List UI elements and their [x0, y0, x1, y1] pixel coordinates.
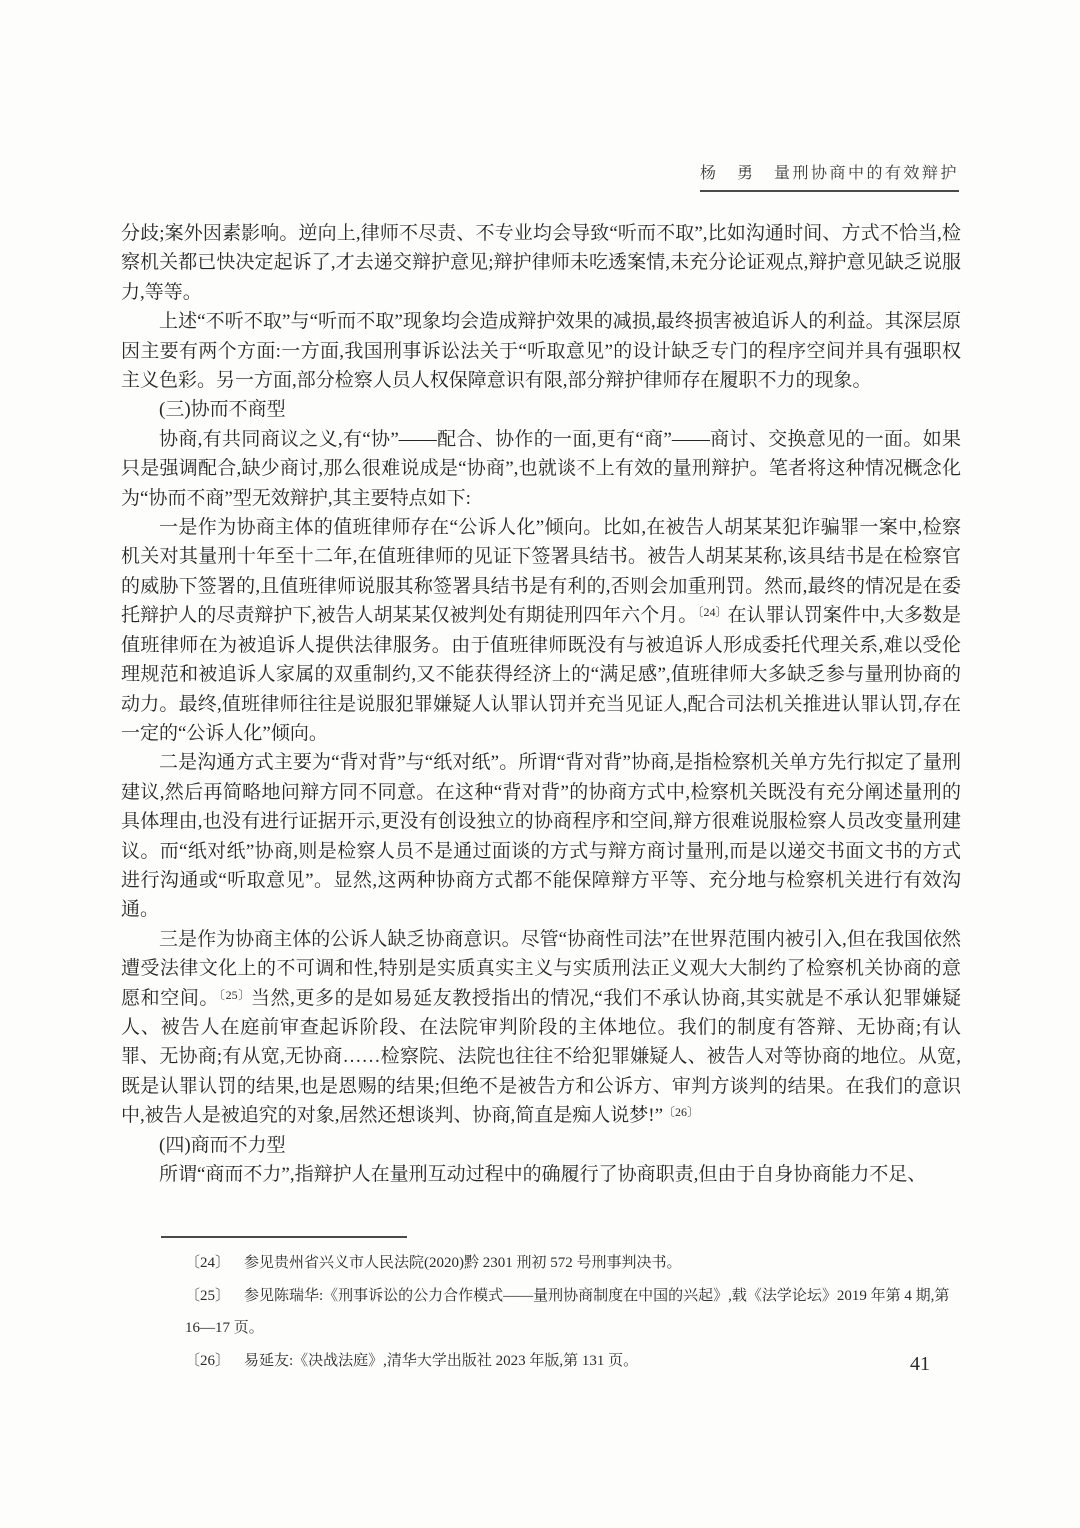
paragraph-text: 三是作为协商主体的公诉人缺乏协商意识。尽管“协商性司法”在世界范围内被引入,但在我国依然遭受法律文化上的不可调和性,特别是实质真实主义与实质刑法正义观大大制约了检察机关协商的意愿和空间。 [121, 928, 961, 1009]
footnote-marker: 〔26〕 [185, 1352, 231, 1369]
paragraph [121, 925, 961, 1131]
footnote-25 [121, 1280, 961, 1345]
footnote-text: 参见陈瑞华:《刑事诉讼的公力合作模式——量刑协商制度在中国的兴起》,载《法学论坛》2019 年第 4 期,第 16—17 页。 [185, 1287, 950, 1337]
footnote-ref-26: 〔26〕 [663, 1105, 700, 1120]
footnote-text: 参见贵州省兴义市人民法院(2020)黔 2301 刑初 572 号刑事判决书。 [244, 1255, 682, 1271]
footnote-marker: 〔25〕 [185, 1287, 231, 1304]
paragraph: 上述“不听不取”与“听而不取”现象均会造成辩护效果的减损,最终损害被追诉人的利益。其深层原因主要有两个方面:一方面,我国刑事诉讼法关于“听取意见”的设计缺乏专门的程序空间并具有强职权主义色彩。另一方面,部分检察人员人权保障意识有限,部分辩护律师存在履职不力的现象。 [121, 311, 961, 392]
paragraph-text: 当然,更多的是如易延友教授指出的情况,“我们不承认协商,其实就是不承认犯罪嫌疑人、被告人在庭前审查起诉阶段、在法院审判阶段的主体地位。我们的制度有答辩、无协商;有认罪、无协商;有从宽,无协商……检察院、法院也往往不给犯罪嫌疑人、被告人对等协商的地位。从宽,既是认罪认罚的结果,也是恩赐的结果;但绝不是被告方和公诉方、审判方谈判的结果。在我们的意识中,被告人是被追究的对象,居然还想谈判、协商,简直是痴人说梦!” [121, 987, 961, 1127]
footnote-text: 易延友:《决战法庭》,清华大学出版社 2023 年版,第 131 页。 [244, 1352, 639, 1369]
running-head-rule [700, 190, 959, 192]
footnote-separator-rule [161, 1236, 407, 1238]
footnote-ref-25: 〔25〕 [219, 987, 251, 1002]
footnote-marker: 〔24〕 [185, 1255, 231, 1271]
running-head [700, 160, 959, 192]
paragraph [121, 513, 961, 748]
running-head-title: 杨 勇 量刑协商中的有效辩护 [699, 165, 959, 182]
paragraph: 协商,有共同商议之义,有“协”——配合、协作的一面,更有“商”——商讨、交换意见的一面。如果只是强调配合,缺少商讨,那么很难说成是“协商”,也就谈不上有效的量刑辩护。笔者将这种情况概念化为“协而不商”型无效辩护,其主要特点如下: [121, 428, 961, 509]
footnote-24 [121, 1247, 961, 1280]
paragraph-continuation: 分歧;案外因素影响。逆向上,律师不尽责、不专业均会导致“听而不取”,比如沟通时间、方式不恰当,检察机关都已快决定起诉了,才去递交辩护意见;辩护律师未吃透案情,未充分论证观点,辩护意见缺乏说服力,等等。 [121, 223, 961, 303]
paragraph-text: 在认罪认罚案件中,大多数是值班律师在为被追诉人提供法律服务。由于值班律师既没有与被追诉人形成委托代理关系,难以受伦理规范和被追诉人家属的双重制约,又不能获得经济上的“满足感”,值班律师大多缺乏参与量刑协商的动力。最终,值班律师往往是说服犯罪嫌疑人认罪认罚并充当见证人,配合司法机关推进认罪认罚,存在一定的“公诉人化”倾向。 [121, 605, 961, 744]
page-number: 41 [910, 1353, 930, 1375]
running-head-inner [700, 160, 959, 192]
section-heading-4: (四)商而不力型 [159, 1134, 286, 1156]
paragraph: 所谓“商而不力”,指辩护人在量刑互动过程中的确履行了协商职责,但由于自身协商能力不足、 [159, 1164, 927, 1185]
paragraph-text: 一是作为协商主体的值班律师存在“公诉人化”倾向。比如,在被告人胡某某犯诈骗罪一案中,检察机关对其量刑十年至十二年,在值班律师的见证下签署具结书。被告人胡某某称,该具结书是在检察官的威胁下签署的,且值班律师说服其称签署具结书是有利的,否则会加重刑罚。然而,最终的情况是在委托辩护人的尽责辩护下,被告人胡某某仅被判处有期徒刑四年六个月。 [121, 517, 961, 627]
footnotes [121, 1236, 961, 1377]
article-body [121, 219, 961, 1189]
footnote-ref-24: 〔24〕 [697, 605, 728, 620]
paragraph: 二是沟通方式主要为“背对背”与“纸对纸”。所谓“背对背”协商,是指检察机关单方先行拟定了量刑建议,然后再简略地问辩方同不同意。在这种“背对背”的协商方式中,检察机关既没有充分阐述量刑的具体理由,也没有进行证据开示,更没有创设独立的协商程序和空间,辩方很难说服检察人员改变量刑建议。而“纸对纸”协商,则是检察人员不是通过面谈的方式与辩方商讨量刑,而是以递交书面文书的方式进行沟通或“听取意见”。显然,这两种协商方式都不能保障辩方平等、充分地与检察机关进行有效沟通。 [121, 752, 961, 921]
footnote-26 [121, 1345, 961, 1378]
section-heading-3: (三)协而不商型 [159, 399, 286, 421]
